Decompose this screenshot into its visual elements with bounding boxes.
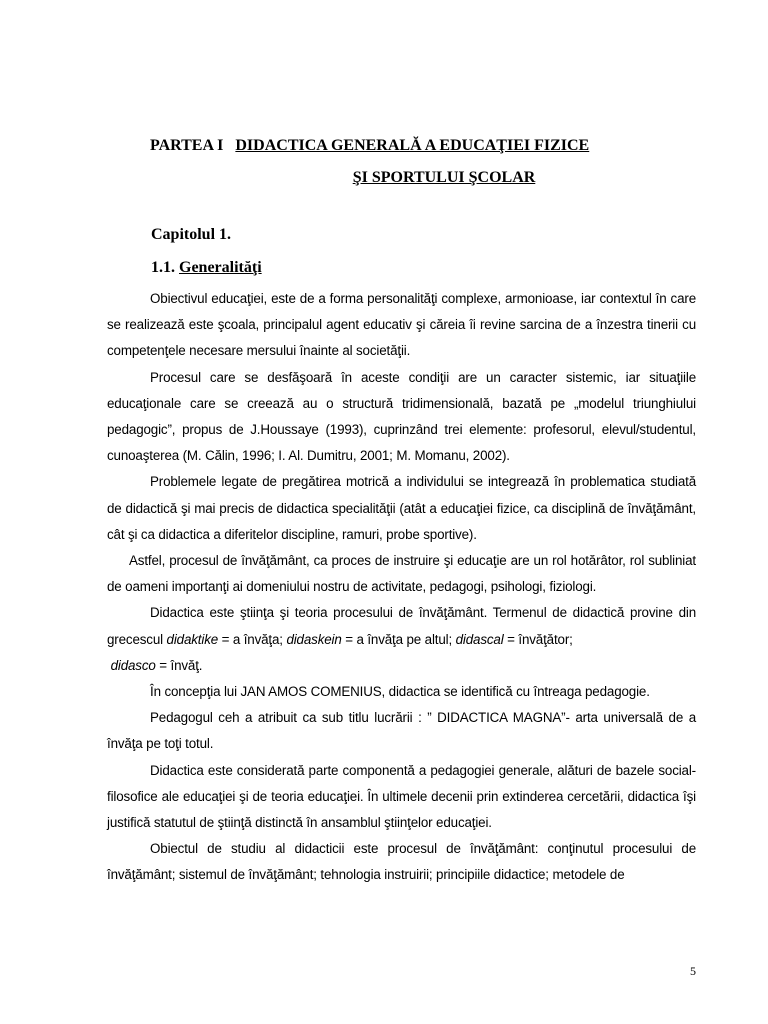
paragraph-7: Pedagogul ceh a atribuit ca sub titlu lucrării : ” DIDACTICA MAGNA”- arta universală de a învăţa pe toţi totul.: [107, 710, 696, 752]
paragraph-5-text-b: = a învăţa;: [218, 631, 287, 647]
section-heading: [151, 259, 262, 277]
part-title-line2: ŞI SPORTULUI ŞCOLAR: [352, 169, 536, 186]
part-title-line1: DIDACTICA GENERALĂ A EDUCAŢIEI FIZICE: [235, 137, 590, 154]
term-didaskein: didaskein: [286, 631, 342, 647]
body-text: [107, 286, 696, 889]
paragraph-5-continuation: [107, 653, 696, 679]
paragraph-2: Procesul care se desfăşoară în aceste condiţii are un caracter sistemic, iar situaţiile educaţionale care se creează au o structură tridimensională, bazată pe „modelul triunghiului pedagogic”, propus de J.Houssaye (1993), cuprinzând trei elemente: profesorul, elevul/studentul, cunoaşterea (M. Călin, 1996; I. Al. Dumitru, 2001; M. Momanu, 2002).: [107, 369, 696, 464]
paragraph-5-text-d: = învăţător;: [503, 631, 573, 647]
paragraph-5-text-c: = a învăţa pe altul;: [341, 631, 456, 647]
paragraph-3: Problemele legate de pregătirea motrică a individului se integrează în problematica studiată de didactică şi mai precis de didactica specialităţii (atât a educaţiei fizice, ca disciplină de învăţământ, cât şi ca didactica a diferitelor discipline, ramuri, probe sportive).: [107, 474, 696, 542]
paragraph-9: Obiectul de studiu al didacticii este procesul de învăţământ: conţinutul procesului de învăţământ; sistemul de învăţământ; tehnologia instruirii; principiile didactice; metodele de: [107, 841, 696, 883]
section-number: 1.1.: [151, 259, 175, 276]
paragraph-5-text-a: Didactica este ştiinţa şi teoria procesului de învăţământ. Termenul de didactică provine din grecescul: [107, 605, 696, 647]
section-title: Generalităţi: [179, 259, 262, 276]
term-didasco: didasco: [110, 657, 156, 673]
paragraph-4: Astfel, procesul de învăţământ, ca proces de instruire şi educaţie are un rol hotărâtor, rol subliniat de oameni importanţi ai domeniului nostru de activitate, pedagogi, psihologi, fiziologi.: [107, 553, 696, 595]
paragraph-6: În concepţia lui JAN AMOS COMENIUS, didactica se identifică cu întreaga pedagogie.: [150, 684, 650, 700]
chapter-title: Capitolul 1.: [151, 226, 232, 243]
part-title: [150, 135, 589, 157]
term-didascal: didascal: [455, 631, 504, 647]
paragraph-5: [107, 600, 696, 652]
part-label: PARTEA I: [150, 137, 224, 154]
paragraph-1: Obiectivul educaţiei, este de a forma personalităţi complexe, armonioase, iar contextul în care se realizează este şcoala, principalul agent educativ şi căreia îi revine sarcina de a înzestra tinerii cu competenţele necesare mersului înainte al societăţii.: [107, 291, 696, 359]
page-number: 5: [690, 964, 696, 978]
term-didaktike: didaktike: [166, 631, 219, 647]
paragraph-8: Didactica este considerată parte componentă a pedagogiei generale, alături de bazele social-filosofice ale educaţiei şi de teoria educaţiei. În ultimele decenii prin extinderea cercetării, didactica îşi justifică statutul de ştiinţă distinctă în ansamblul ştiinţelor educaţiei.: [107, 762, 696, 831]
paragraph-5-text-e: = învăţ.: [155, 657, 203, 673]
